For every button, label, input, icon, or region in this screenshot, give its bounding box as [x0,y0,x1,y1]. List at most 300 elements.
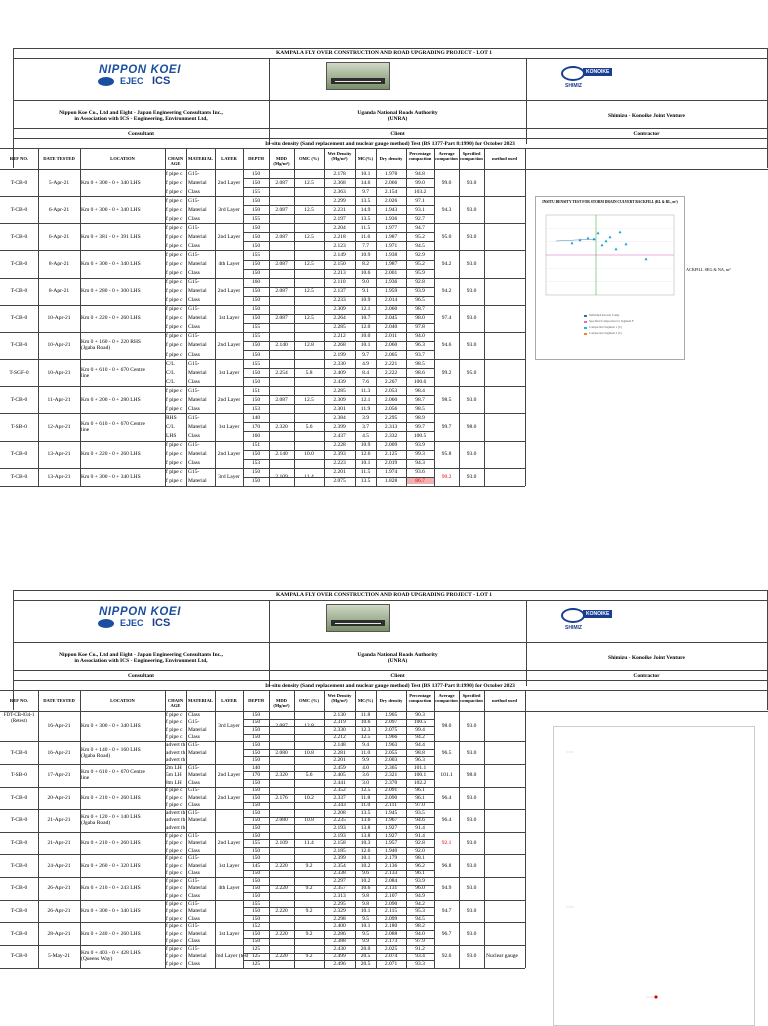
chainage: f pipe c [166,900,183,907]
wet-density: 2.384 [333,414,346,421]
moisture-content: 14.9 [360,206,371,213]
omc-value: 12.5 [304,179,314,186]
mdd-value: 2.080 [275,749,288,756]
moisture-content: 9.5 [362,930,369,937]
data-point [605,239,608,242]
chainage: f pipe c [166,288,183,295]
chainage: C/L [166,360,175,367]
column-header: Wet Density (Mg/m³) [327,151,352,161]
percentage-compaction: 93.7 [415,351,425,358]
moisture-content: 12.5 [360,787,371,794]
location: Km 0 + 610 - 0 + 670 Centre [81,366,145,373]
moisture-content: 11.0 [360,802,371,809]
material: Class [188,270,200,277]
material: Class [188,779,200,786]
chainage: f pipe c [166,270,183,277]
moisture-content: 9.0 [362,279,369,286]
percentage-compaction: 96.0 [415,885,425,892]
moisture-content: 4.5 [362,432,369,439]
dry-density: 1.940 [384,847,398,854]
moisture-content: 10.1 [360,342,371,349]
average-compaction: 94.6 [441,342,452,349]
date-tested: 20-Apr-21 [47,794,71,801]
percentage-compaction: 86.7 [406,478,434,484]
location: Km 0 + 210 - 0 + 260 LHS [81,794,141,801]
column-header: method used [492,698,517,703]
layer: 2nd Layer [217,396,241,403]
percentage-compaction: 97.8 [415,324,425,331]
chainage: f pipe c [166,885,183,892]
chainage: f pipe c [166,802,183,809]
chainage: advert th [166,817,186,824]
percentage-compaction: 91.2 [415,945,425,952]
dry-density: 2.011 [384,333,398,340]
moisture-content: 7.6 [362,378,369,385]
dry-density: 2.097 [384,719,398,726]
column-header: MDD (Mg/m³) [273,156,290,166]
mdd-value: 2.320 [275,423,288,430]
percentage-compaction: 90.3 [415,711,425,718]
mdd-value: 2.087 [275,233,288,240]
moisture-content: 7.7 [362,242,369,249]
depth: 153 [251,460,261,467]
moisture-content: 9.9 [362,938,369,945]
dry-density: 2.365 [384,764,398,771]
material: Class [188,405,200,412]
depth: 150 [251,870,261,877]
moisture-content: 13.8 [360,825,371,832]
location: (Jgaba Road) [81,752,111,759]
percentage-compaction: 91.4 [415,825,425,832]
data-point [601,243,604,246]
material: G15- [188,741,200,748]
wet-density: 2.285 [333,387,346,394]
date-tested: 17-Apr-21 [47,772,71,779]
chainage: f pipe c [166,892,183,899]
material: Material [188,772,207,779]
average-compaction: 101.1 [440,772,453,779]
wet-density: 2.150 [333,261,346,268]
depth: 155 [251,360,261,367]
konoike-logo-text: KONOIKE [583,68,612,76]
depth: 150 [251,451,261,458]
column-header: Average compaction [435,693,458,703]
column-divider [80,690,81,968]
depth: 150 [251,469,261,476]
percentage-compaction: 95.2 [415,261,425,268]
wet-density: 2.193 [333,832,346,839]
rule-line [13,680,767,681]
wet-density: 2.430 [333,945,346,952]
wet-density: 2.337 [333,794,346,801]
average-compaction: 92.1 [441,840,452,847]
mdd-value: 2.087 [275,261,288,268]
average-compaction: 94.3 [441,206,452,213]
material: Material [188,840,207,847]
dry-density: 2.295 [384,414,398,421]
depth: 150 [251,757,261,764]
moisture-content: 14.6 [360,179,371,186]
wet-density: 2.130 [333,711,346,718]
depth: 140 [251,414,261,421]
dry-density: 1.957 [384,840,398,847]
specified-compaction: 93.0 [466,862,477,869]
layer: 2nd Layer (test [215,953,249,960]
date-tested: 10-Apr-21 [47,369,71,376]
moisture-content: 12.1 [360,306,371,313]
depth: 150 [251,779,261,786]
average-compaction: 97.4 [441,315,452,322]
moisture-content: 20.5 [360,953,371,960]
moisture-content: 4.9 [362,360,369,367]
chainage: f pipe c [166,224,183,231]
omc-value: 10.0 [304,451,314,458]
depth: 150 [251,478,261,485]
location: line [81,775,90,782]
wet-density: 2.231 [333,206,346,213]
moisture-content: 10.0 [360,333,371,340]
chainage: f pipe c [166,930,183,937]
contractor-name: Shimizu - Konoike Joint Venture [608,655,685,661]
layer: 2nd Layer [217,772,241,779]
project-title: KAMPALA FLY OVER CONSTRUCTION AND ROAD UPGRADING PROJECT - LOT 1 [276,592,492,598]
wet-density: 2.329 [333,908,346,915]
chainage: f pipe c [166,469,183,476]
chainage: f pipe c [166,215,183,222]
depth: 150 [251,877,261,884]
compaction-chart-2 [553,726,755,1026]
material: Class [188,915,200,922]
column-divider [165,148,166,486]
column-divider [484,148,485,486]
date-tested: 8-Apr-21 [48,261,70,268]
moisture-content: 10.6 [360,270,371,277]
moisture-content: 10.3 [360,840,371,847]
depth: 145 [251,862,261,869]
material: Material [188,885,207,892]
dry-density: 2.060 [384,342,398,349]
material: G15- [188,279,200,286]
percentage-compaction: 98.4 [415,387,425,394]
layer: 1st Layer [218,369,240,376]
konoike-ring-icon [561,66,585,81]
ref-number: T-CB-0 [10,233,28,240]
dry-density: 1.963 [384,741,398,748]
depth: 150 [251,206,261,213]
average-compaction: 99.0 [441,179,452,186]
date-tested: 10-Apr-21 [47,342,71,349]
wet-density: 2.437 [333,432,346,439]
column-divider [406,148,407,486]
moisture-content: 9.8 [362,900,369,907]
ref-number: T-SB-0 [11,423,27,430]
depth: 150 [251,378,261,385]
depth: 150 [251,179,261,186]
mdd-value: 2.220 [275,930,288,937]
percentage-compaction: 100.6 [413,378,427,385]
ref-number: T-CB-0 [10,261,28,268]
consultant-name: Nippon Koe Co., Ltd and Eight - Japan Engineering Consultants Inc., [59,652,223,658]
location: Km 0 + 240 - 0 + 260 LHS [81,930,141,937]
specified-compaction: 98.0 [466,423,477,430]
column-header: LAYER [221,698,237,703]
moisture-content: 11.8 [360,711,371,718]
date-tested: 28-Apr-21 [47,930,71,937]
percentage-compaction: 92.8 [415,279,425,286]
rule-line [13,58,767,59]
layer: 2nd Layer [217,288,241,295]
layer: 2nd Layer [217,451,241,458]
konoike-ring-icon [561,608,585,623]
client-abbrev: (UNRA) [387,116,408,122]
percentage-compaction: 98.7 [415,396,425,403]
mdd-value: 2.087 [275,179,288,186]
chainage: f pipe c [166,794,183,801]
column-header: CHAIN AGE [167,156,184,166]
percentage-compaction: 94.2 [415,900,425,907]
moisture-content: 9.7 [362,188,369,195]
unra-road-logo [326,604,390,632]
material: Class [188,734,200,741]
ics-logo-text: ICS [152,617,171,629]
percentage-compaction: 96.2 [415,862,425,869]
specified-compaction: 93.0 [466,342,477,349]
moisture-content: 10.7 [360,315,371,322]
material: Class [188,324,200,331]
column-divider [406,690,407,968]
percentage-compaction: 99.0 [415,179,425,186]
percentage-compaction: 92.8 [415,840,425,847]
rule-line [0,690,768,691]
material: G15- [188,855,200,862]
wet-density: 2.297 [333,877,346,884]
dry-density: 2.009 [384,442,398,449]
percentage-compaction: 100.5 [413,719,427,726]
date-tested: 26-Apr-21 [47,908,71,915]
percentage-compaction: 92.9 [415,251,425,258]
trend-line [556,239,596,241]
omc-value: 9.2 [305,908,313,915]
material: G15- [188,719,200,726]
chainage: f pipe c [166,726,183,733]
dry-density: 2.066 [384,179,398,186]
column-header: OMC (%) [298,156,320,161]
ref-number: T-SGF-0 [9,369,29,376]
client-name: Uganda National Roads Authority [357,652,438,658]
material: G15- [188,764,200,771]
column-header: REF NO. [9,698,29,703]
depth: 150 [251,270,261,277]
material: G15- [188,360,200,367]
data-point [597,231,600,234]
mdd-value: 2.087 [275,288,288,295]
chainage: C/L [166,423,175,430]
percentage-compaction: 99.3 [415,451,425,458]
data-point [587,236,590,239]
rule-line [13,138,767,139]
material: Class [188,188,200,195]
dry-density: 2.321 [384,772,398,779]
layer: 3rd Layer [218,473,240,480]
column-header: method used [492,156,517,161]
data-point [593,237,596,240]
dry-density: 2.222 [384,369,398,376]
moisture-content: 10.1 [360,170,371,177]
moisture-content: 10.9 [360,297,371,304]
chainage: f pipe c [166,405,183,412]
moisture-content: 12.5 [360,734,371,741]
percentage-compaction: 93.9 [415,288,425,295]
material: Material [188,749,207,756]
material: Class [188,432,200,439]
moisture-content: 11.8 [360,794,371,801]
omc-value: 12.5 [304,288,314,295]
moisture-content: 9.7 [362,351,369,358]
column-divider [215,690,216,968]
ref-number: T-CB-0 [10,953,28,960]
column-divider [324,690,325,968]
location: Km 0 + 220 - 0 + 260 LHS [81,451,141,458]
specified-compaction: 93.0 [466,723,477,730]
wet-density: 2.330 [333,726,346,733]
percentage-compaction: 97.0 [415,802,425,809]
moisture-content: 11.3 [360,387,371,394]
mdd-value: 2.087 [275,206,288,213]
location: (Queens Way) [81,956,113,963]
column-divider [243,148,244,486]
ref-number: T-CB-0 [10,179,28,186]
chainage: f pipe c [166,877,183,884]
wet-density: 2.409 [333,369,346,376]
material: Material [188,451,207,458]
average-compaction: 99.7 [441,423,452,430]
moisture-content: 9.9 [362,757,369,764]
column-header: OMC (%) [298,698,320,703]
chainage: f pipe c [166,342,183,349]
percentage-compaction: 95.9 [415,270,425,277]
omc-value: 5.6 [305,423,313,430]
percentage-compaction: 92.7 [415,215,425,222]
ics-logo-text: ICS [152,75,171,87]
percentage-compaction: 95.2 [415,233,425,240]
moisture-content: 20.5 [360,960,371,967]
dry-density: 2.045 [384,315,398,322]
date-tested: 24-Apr-21 [47,862,71,869]
road-marking-icon [335,81,381,82]
depth: 150 [251,711,261,718]
wet-density: 2.223 [333,460,346,467]
depth: 150 [251,170,261,177]
depth: 155 [251,900,261,907]
depth: 150 [251,847,261,854]
chainage: f pipe c [166,923,183,930]
percentage-compaction: 98.8 [415,749,425,756]
material: G15- [188,787,200,794]
dry-density: 2.075 [384,726,398,733]
column-divider [269,148,270,486]
wet-density: 2.285 [333,324,346,331]
wet-density: 2.228 [333,442,346,449]
material: G15- [188,469,200,476]
percentage-compaction: 94.2 [415,734,425,741]
dry-density: 2.370 [384,779,398,786]
dry-density: 2.060 [384,396,398,403]
layer: 3rd Layer [218,723,240,730]
mdd-value: 2.109 [275,473,288,480]
location: Km 0 + 280 - 0 + 300 LHS [81,288,141,295]
dry-density: 2.136 [384,862,398,869]
average-compaction: 96.7 [441,930,452,937]
omc-value: 12.8 [304,723,314,730]
location: Km 0 + 210 - 0 + 260 LHS [81,840,141,847]
moisture-content: 13.5 [360,197,371,204]
wet-density: 2.158 [333,840,346,847]
location: Km 0 + 200 - 0 + 280 LHS [81,396,141,403]
moisture-content: 13.6 [360,817,371,824]
contractor-label: Contractor [633,131,660,137]
column-header: Dry density [379,156,403,161]
depth: 151 [251,387,261,394]
rule-line [0,486,525,487]
dry-density: 2.053 [384,387,398,394]
wet-density: 2.235 [333,817,346,824]
specified-compaction: 95.0 [466,369,477,376]
percentage-compaction: 98.5 [415,360,425,367]
mdd-value: 2.140 [275,342,288,349]
column-header: Percentage compaction [408,693,432,703]
chainage: f pipe c [166,324,183,331]
percentage-compaction: 98.2 [415,923,425,930]
depth: 150 [251,749,261,756]
dry-density: 2.091 [384,787,398,794]
data-point [645,257,648,260]
depth: 170 [251,772,261,779]
column-header: MC(%) [357,156,374,161]
wet-density: 2.343 [333,802,346,809]
wet-density: 2.075 [333,478,346,485]
percentage-compaction: 94.5 [415,242,425,249]
moisture-content: 10.1 [360,908,371,915]
material: G15- [188,170,200,177]
specified-compaction: 93.0 [466,206,477,213]
depth: 155 [251,324,261,331]
dry-density: 1.936 [384,279,398,286]
mdd-value: 2.140 [275,451,288,458]
material: Class [188,892,200,899]
dry-density: 2.332 [384,432,398,439]
test-sheet-1 [0,48,768,490]
depth: 150 [251,938,261,945]
ejec-ics-logo [88,76,196,88]
depth: 160 [251,279,261,286]
column-divider [376,690,377,968]
material: Class [188,460,200,467]
dry-density: 2.133 [384,870,398,877]
legend-swatch [584,315,587,317]
client-label: Client [390,131,405,137]
rule-line [13,128,767,129]
date-tested: 11-Apr-21 [47,396,71,403]
dry-density: 2.267 [384,378,398,385]
omc-value: 9.2 [305,885,313,892]
location: Km 0 + 300 - 0 + 340 LHS [81,473,141,480]
average-compaction: 94.2 [441,288,452,295]
ref-number: T-CB-0 [10,930,28,937]
average-compaction: 94.9 [441,885,452,892]
specified-compaction: 93.0 [466,288,477,295]
wet-density: 2.313 [333,892,346,899]
wet-density: 2.149 [333,251,346,258]
